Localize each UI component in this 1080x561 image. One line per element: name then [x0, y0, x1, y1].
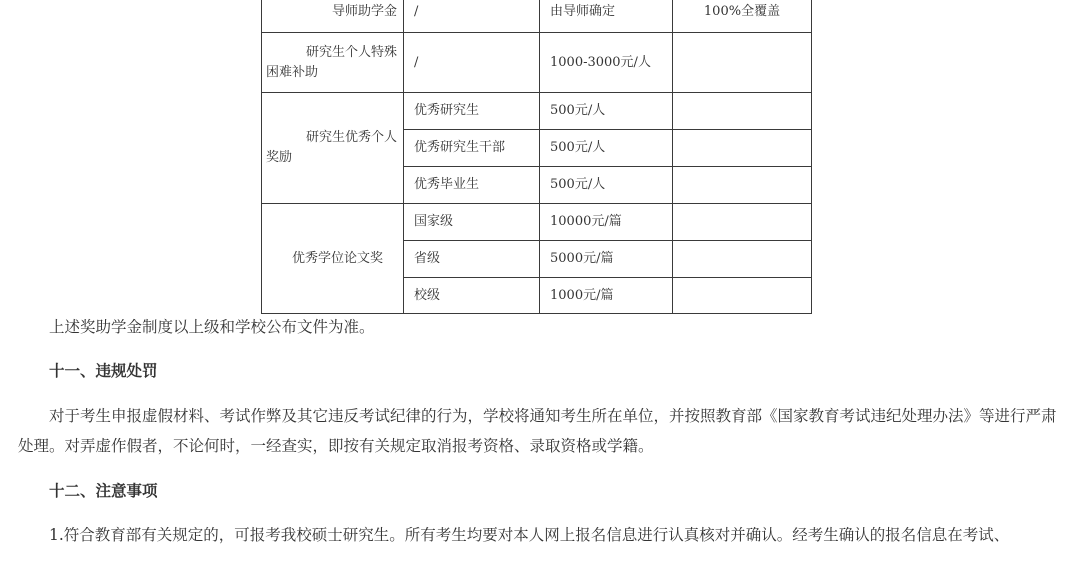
amount-cell: 500元/人: [540, 93, 673, 130]
note-cell: [673, 204, 812, 241]
amount-cell: 1000-3000元/人: [540, 33, 673, 93]
note-cell: [673, 130, 812, 167]
note-cell: [673, 33, 812, 93]
item-cell: 优秀毕业生: [404, 167, 540, 204]
category-cell: 导师助学金: [262, 0, 404, 33]
item-cell: 校级: [404, 278, 540, 314]
section-12-text: 1.符合教育部有关规定的，可报考我校硕士研究生。所有考生均要对本人网上报名信息进行认真核对并确认。经考生确认的报名信息在考试、: [49, 526, 1010, 544]
category-cell: 研究生优秀个人 奖励: [262, 93, 404, 204]
note-cell: [673, 278, 812, 314]
amount-cell: 10000元/篇: [540, 204, 673, 241]
amount-cell: 由导师确定: [540, 0, 673, 33]
table-row: [262, 0, 812, 33]
item-cell: /: [404, 0, 540, 33]
section-11-text: 对于考生申报虚假材料、考试作弊及其它违反考试纪律的行为，学校将通知考生所在单位，并按照教育部《国家教育考试违纪处理办法》等进行严肃处理。对弄虚作假者，不论何时，一经查实，即按有关规定取消报考资格、录取资格或学籍。: [18, 407, 1057, 455]
category-cell: 研究生个人特殊 困难补助: [262, 33, 404, 93]
amount-cell: 5000元/篇: [540, 241, 673, 278]
amount-cell: 500元/人: [540, 167, 673, 204]
scholarship-note: 上述奖助学金制度以上级和学校公布文件为准。: [49, 318, 375, 336]
table-row: [262, 93, 812, 130]
item-cell: 省级: [404, 241, 540, 278]
note-cell: [673, 241, 812, 278]
scholarship-table: [261, 0, 812, 314]
bottom-fade: [0, 547, 1080, 561]
table-row: [262, 204, 812, 241]
category-cell: 优秀学位论文奖: [262, 204, 404, 314]
amount-cell: 1000元/篇: [540, 278, 673, 314]
section-12-heading: 十二、注意事项: [49, 481, 158, 500]
item-cell: 优秀研究生: [404, 93, 540, 130]
item-cell: 优秀研究生干部: [404, 130, 540, 167]
section-11-heading: 十一、违规处罚: [49, 361, 158, 380]
amount-cell: 500元/人: [540, 130, 673, 167]
item-cell: /: [404, 33, 540, 93]
item-cell: 国家级: [404, 204, 540, 241]
note-cell: 100%全覆盖: [673, 0, 812, 33]
note-cell: [673, 93, 812, 130]
note-cell: [673, 167, 812, 204]
table-row: [262, 33, 812, 93]
